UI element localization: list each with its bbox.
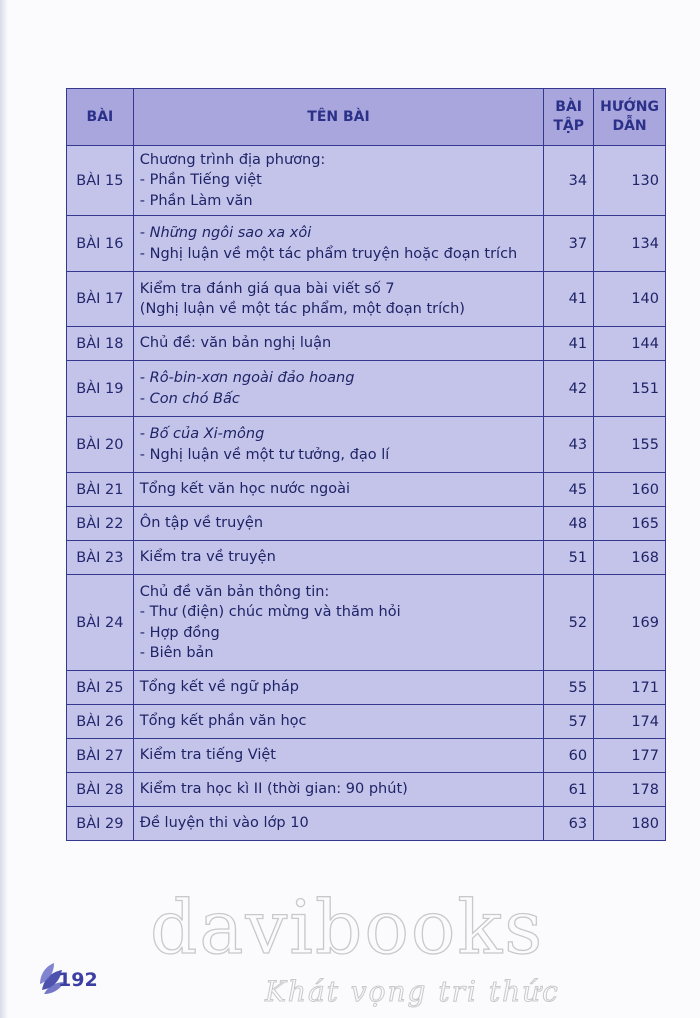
cell-huong-dan: 180 — [594, 807, 666, 841]
lesson-title-line: - Con chó Bấc — [139, 390, 240, 407]
lesson-title-line: Tổng kết phần văn học — [139, 713, 307, 730]
lesson-title-line: Đề luyện thi vào lớp 10 — [139, 815, 309, 832]
lesson-title-line: Chủ đề: văn bản nghị luận — [139, 335, 332, 352]
lesson-title-line: Kiểm tra tiếng Việt — [139, 747, 276, 764]
cell-bai: BÀI 17 — [67, 272, 134, 327]
table-row — [67, 807, 666, 841]
cell-huong-dan: 160 — [594, 473, 666, 507]
cell-huong-dan: 174 — [594, 705, 666, 739]
cell-bai-tap: 41 — [544, 272, 594, 327]
lesson-title-line: Kiểm tra về truyện — [139, 549, 276, 566]
cell-ten-bai — [133, 327, 543, 361]
header-huong-dan-line2: DẪN — [612, 118, 647, 134]
cell-huong-dan: 178 — [594, 773, 666, 807]
header-ten-bai: TÊN BÀI — [133, 89, 543, 146]
lesson-title-line: (Nghị luận về một tác phẩm, một đoạn trích) — [139, 301, 465, 317]
table-row — [67, 739, 666, 773]
header-bai-tap — [544, 89, 594, 146]
cell-ten-bai — [133, 541, 543, 575]
table-row — [67, 507, 666, 541]
cell-ten-bai — [133, 575, 543, 671]
table-row — [67, 541, 666, 575]
cell-bai-tap: 41 — [544, 327, 594, 361]
cell-ten-bai — [133, 146, 543, 216]
cell-bai-tap: 51 — [544, 541, 594, 575]
cell-bai-tap: 52 — [544, 575, 594, 671]
lesson-title-line: Chủ đề văn bản thông tin: — [139, 583, 330, 600]
table-row — [67, 146, 666, 216]
lesson-title-line: - Nghị luận về một tư tưởng, đạo lí — [139, 446, 390, 463]
table-row — [67, 575, 666, 671]
cell-bai-tap: 60 — [544, 739, 594, 773]
cell-huong-dan: 177 — [594, 739, 666, 773]
watermark-tagline: Khát vọng tri thức — [265, 975, 560, 1008]
cell-huong-dan: 134 — [594, 216, 666, 272]
cell-bai: BÀI 20 — [67, 417, 134, 473]
table-header — [67, 89, 666, 146]
cell-ten-bai — [133, 216, 543, 272]
cell-huong-dan: 169 — [594, 575, 666, 671]
lesson-title-line: - Những ngôi sao xa xôi — [139, 225, 312, 241]
lesson-title-line: Tổng kết văn học nước ngoài — [139, 481, 351, 498]
cell-bai: BÀI 27 — [67, 739, 134, 773]
lesson-title-line: - Phần Tiếng việt — [139, 172, 262, 189]
cell-huong-dan: 168 — [594, 541, 666, 575]
cell-bai: BÀI 26 — [67, 705, 134, 739]
lesson-title-line: Tổng kết về ngữ pháp — [139, 679, 299, 696]
lesson-title-line: - Biên bản — [139, 645, 214, 661]
cell-huong-dan: 130 — [594, 146, 666, 216]
header-bai-tap-line1: BÀI — [555, 99, 582, 115]
cell-bai-tap: 37 — [544, 216, 594, 272]
cell-ten-bai — [133, 671, 543, 705]
cell-huong-dan: 171 — [594, 671, 666, 705]
cell-huong-dan: 144 — [594, 327, 666, 361]
lesson-title-line: Kiểm tra đánh giá qua bài viết số 7 — [139, 280, 395, 297]
cell-bai-tap: 61 — [544, 773, 594, 807]
cell-ten-bai — [133, 473, 543, 507]
cell-bai: BÀI 15 — [67, 146, 134, 216]
cell-ten-bai — [133, 507, 543, 541]
cell-bai-tap: 63 — [544, 807, 594, 841]
table-row — [67, 671, 666, 705]
lesson-title-line: Chương trình địa phương: — [139, 151, 326, 168]
cell-ten-bai — [133, 272, 543, 327]
lesson-title-line: - Thư (điện) chúc mừng và thăm hỏi — [139, 604, 401, 620]
table-row — [67, 272, 666, 327]
lesson-title-line: Kiểm tra học kì II (thời gian: 90 phút) — [139, 781, 408, 798]
watermark-brand: davibooks — [150, 885, 545, 971]
header-huong-dan — [594, 89, 666, 146]
cell-ten-bai — [133, 807, 543, 841]
table-of-contents — [66, 88, 666, 841]
cell-bai-tap: 42 — [544, 361, 594, 417]
cell-bai: BÀI 23 — [67, 541, 134, 575]
cell-bai-tap: 45 — [544, 473, 594, 507]
cell-bai: BÀI 19 — [67, 361, 134, 417]
cell-huong-dan: 165 — [594, 507, 666, 541]
cell-bai: BÀI 22 — [67, 507, 134, 541]
cell-bai: BÀI 16 — [67, 216, 134, 272]
lesson-title-line: - Nghị luận về một tác phẩm truyện hoặc đoạn trích — [139, 245, 518, 262]
table-row — [67, 705, 666, 739]
lesson-title-line: - Bố của Xi-mông — [139, 426, 265, 442]
cell-bai-tap: 55 — [544, 671, 594, 705]
lesson-title-line: - Rô-bin-xơn ngoài đảo hoang — [139, 370, 355, 386]
lesson-title-line: Ôn tập về truyện — [139, 515, 264, 532]
header-bai: BÀI — [67, 89, 134, 146]
table-row — [67, 361, 666, 417]
table-row — [67, 327, 666, 361]
table-row — [67, 417, 666, 473]
cell-bai-tap: 34 — [544, 146, 594, 216]
cell-bai-tap: 43 — [544, 417, 594, 473]
table-row — [67, 473, 666, 507]
cell-bai: BÀI 29 — [67, 807, 134, 841]
cell-bai: BÀI 28 — [67, 773, 134, 807]
cell-bai: BÀI 24 — [67, 575, 134, 671]
cell-ten-bai — [133, 773, 543, 807]
cell-bai-tap: 57 — [544, 705, 594, 739]
cell-bai: BÀI 18 — [67, 327, 134, 361]
lesson-title-line: - Hợp đồng — [139, 624, 220, 641]
header-bai-tap-line2: TẬP — [553, 118, 584, 134]
cell-huong-dan: 151 — [594, 361, 666, 417]
page-edge — [0, 0, 8, 1018]
cell-huong-dan: 155 — [594, 417, 666, 473]
cell-ten-bai — [133, 361, 543, 417]
page-number: 192 — [58, 969, 98, 991]
cell-huong-dan: 140 — [594, 272, 666, 327]
cell-ten-bai — [133, 417, 543, 473]
cell-ten-bai — [133, 739, 543, 773]
cell-ten-bai — [133, 705, 543, 739]
header-row — [67, 89, 666, 146]
table-row — [67, 216, 666, 272]
table-row — [67, 773, 666, 807]
lesson-title-line: - Phần Làm văn — [139, 192, 253, 209]
page-number-badge — [38, 960, 118, 1000]
header-huong-dan-line1: HƯỚNG — [600, 99, 659, 115]
cell-bai: BÀI 21 — [67, 473, 134, 507]
cell-bai: BÀI 25 — [67, 671, 134, 705]
table-body — [67, 146, 666, 841]
cell-bai-tap: 48 — [544, 507, 594, 541]
